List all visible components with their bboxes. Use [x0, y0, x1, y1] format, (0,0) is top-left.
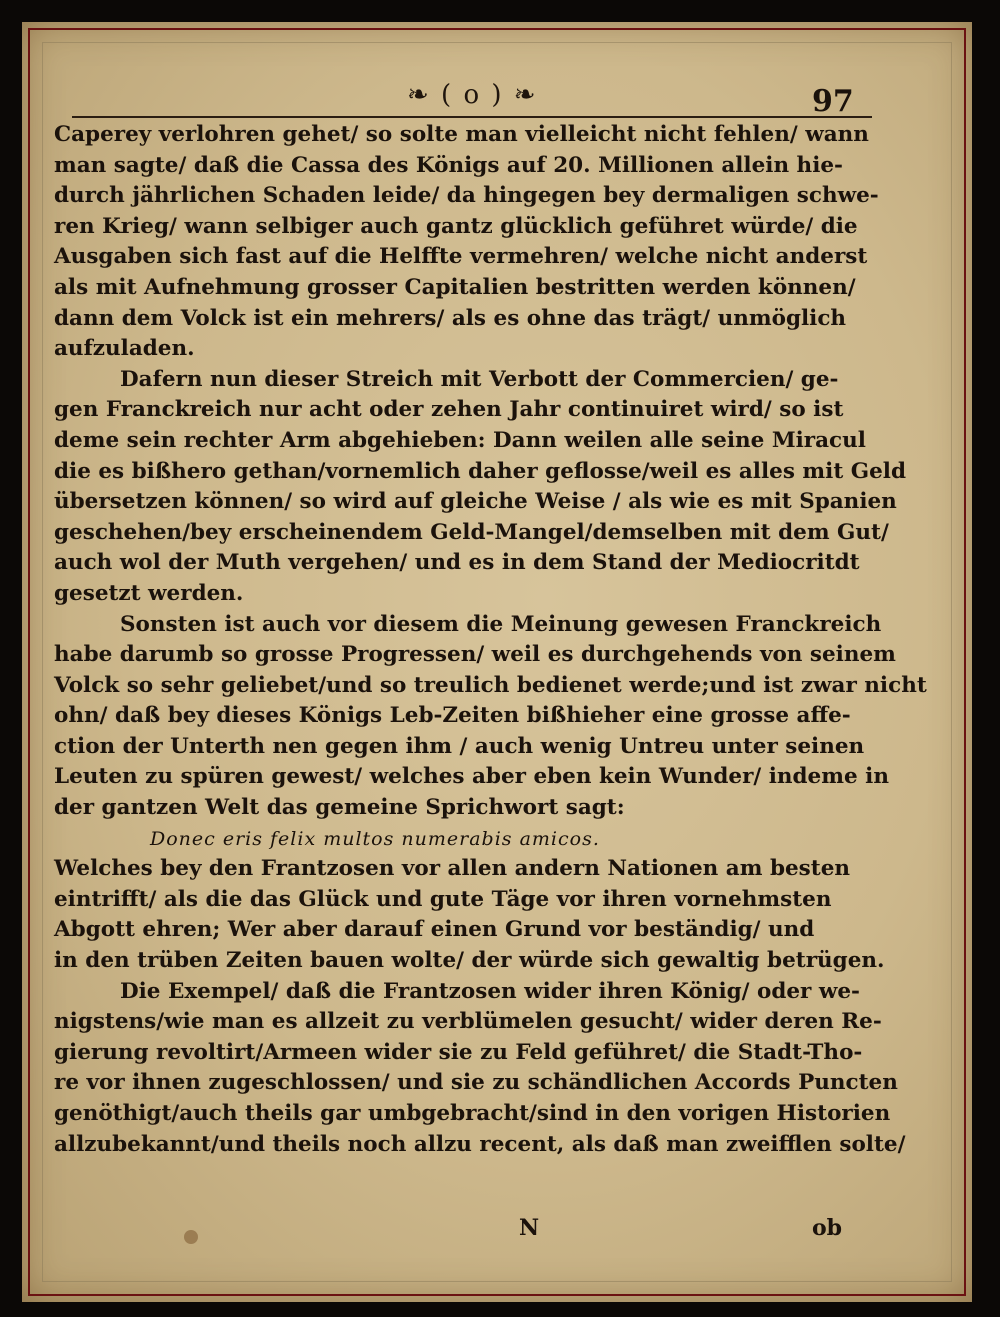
text-line: Leuten zu spüren gewest/ welches aber eben kein Wunder/ indeme in — [54, 764, 889, 790]
header-ornament: ❧ ( o ) ❧ — [407, 80, 538, 110]
text-line: Die Exempel/ daß die Frantzosen wider ihren König/ oder we- — [120, 978, 860, 1004]
catchword: ob — [812, 1215, 843, 1241]
latin-quote: Donec eris felix multos numerabis amicos. — [150, 827, 600, 850]
text-line: in den trüben Zeiten bauen wolte/ der würde sich gewaltig betrügen. — [54, 948, 885, 974]
text-line: ction der Unterth nen gegen ihm / auch wenig Untreu unter seinen — [54, 733, 865, 759]
text-line: Caperey verlohren gehet/ so solte man vielleicht nicht fehlen/ wann — [54, 122, 869, 147]
text-line: Sonsten ist auch vor diesem die Meinung gewesen Franckreich — [120, 611, 882, 637]
text-line: habe darumb so grosse Progressen/ weil es durchgehends von seinem — [54, 642, 896, 668]
text-line: deme sein rechter Arm abgehieben: Dann weilen alle seine Miracul — [54, 427, 866, 453]
text-line: ren Krieg/ wann selbiger auch gantz glücklich geführet würde/ die — [54, 213, 858, 239]
text-line: eintrifft/ als die das Glück und gute Täge vor ihren vornehmsten — [54, 886, 832, 912]
signature-mark: N — [519, 1215, 540, 1241]
running-header — [72, 80, 872, 120]
text-line: dann dem Volck ist ein mehrers/ als es ohne das trägt/ unmöglich — [54, 305, 847, 331]
text-line: re vor ihnen zugeschlossen/ und sie zu schändlichen Accords Puncten — [54, 1070, 898, 1096]
text-line: nigstens/wie man es allzeit zu verblümelen gesucht/ wider deren Re- — [54, 1009, 882, 1035]
text-line: gesetzt werden. — [54, 580, 244, 606]
text-line: gierung revoltirt/Armeen wider sie zu Feld geführet/ die Stadt-Tho- — [54, 1039, 863, 1065]
text-line: ohn/ daß bey dieses Königs Leb-Zeiten bißhieher eine grosse affe- — [54, 703, 851, 729]
text-line: die es bißhero gethan/vornemlich daher geflosse/weil es alles mit Geld — [54, 458, 906, 484]
text-line: genöthigt/auch theils gar umbgebracht/sind in den vorigen Historien — [54, 1101, 891, 1126]
body-text — [54, 120, 927, 1160]
text-line: auch wol der Muth vergehen/ und es in dem Stand der Mediocritdt — [54, 550, 860, 576]
text-line: Dafern nun dieser Streich mit Verbott der Commercien/ ge- — [120, 366, 839, 392]
text-line: als mit Aufnehmung grosser Capitalien bestritten werden können/ — [54, 274, 856, 300]
text-line: durch jährlichen Schaden leide/ da hingegen bey dermaligen schwe- — [54, 183, 879, 209]
page-number: 97 — [812, 84, 854, 119]
text-line: Welches bey den Frantzosen vor allen andern Nationen am besten — [54, 856, 851, 882]
text-line: aufzuladen. — [54, 336, 195, 362]
text-line: Abgott ehren; Wer aber darauf einen Grund vor beständig/ und — [54, 917, 815, 943]
book-page — [22, 22, 972, 1302]
text-line: Volck so sehr geliebet/und so treulich bedienet werde;und ist zwar nicht — [54, 672, 927, 698]
text-line: der gantzen Welt das gemeine Sprichwort sagt: — [54, 795, 625, 821]
text-line: geschehen/bey erscheinendem Geld-Mangel/demselben mit dem Gut/ — [54, 519, 889, 545]
paper-stain — [184, 1230, 198, 1244]
text-line: übersetzen können/ so wird auf gleiche Weise / als wie es mit Spanien — [54, 489, 897, 515]
text-line: man sagte/ daß die Cassa des Königs auf 20. Millionen allein hie- — [54, 152, 843, 178]
header-rule — [72, 116, 872, 118]
text-line: Ausgaben sich fast auf die Helffte vermehren/ welche nicht anderst — [54, 244, 868, 270]
text-line: gen Franckreich nur acht oder zehen Jahr continuiret wird/ so ist — [54, 397, 844, 423]
text-line: allzubekannt/und theils noch allzu recent, als daß man zweifflen solte/ — [54, 1131, 906, 1157]
